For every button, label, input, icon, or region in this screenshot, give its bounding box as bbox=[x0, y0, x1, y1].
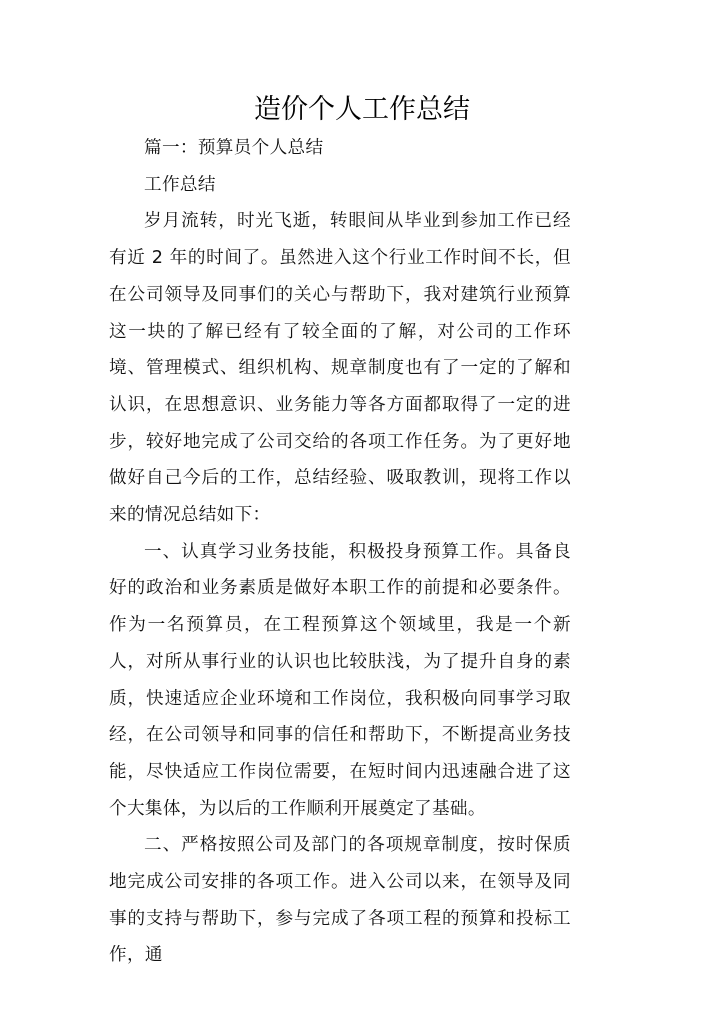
section-heading: 篇一：预算员个人总结 bbox=[144, 138, 324, 158]
subheading: 工作总结 bbox=[144, 174, 216, 195]
paragraph-point-2: 二、严格按照公司及部门的各项规章制度，按时保质地完成公司安排的各项工作。进入公司以来，在领导及同事的支持与帮助下，参与完成了各项工程的预算和投标工作，通 bbox=[109, 835, 571, 966]
paragraph-intro: 岁月流转，时光飞逝，转眼间从毕业到参加工作已经有近 2 年的时间了。虽然进入这个行业工作时间不长，但在公司领导及同事们的关心与帮助下，我对建筑行业预算这一块的了解已经有了较全面的了解，对公司的工作环境、管理模式、组织机构、规章制度也有了一定的了解和认识，在思想意识、业务能力等各方面都取得了一定的进步，较好地完成了公司交给的各项工作任务。为了更好地做好自己今后的工作，总结经验、吸取教训，现将工作以来的情况总结如下： bbox=[109, 211, 571, 526]
document-title: 造价个人工作总结 bbox=[254, 94, 470, 125]
paragraph-point-1: 一、认真学习业务技能，积极投身预算工作。具备良好的政治和业务素质是做好本职工作的前提和必要条件。作为一名预算员，在工程预算这个领域里，我是一个新人，对所从事行业的认识也比较肤浅，为了提升自身的素质，快速适应企业环境和工作岗位，我积极向同事学习取经，在公司领导和同事的信任和帮助下，不断提高业务技能，尽快适应工作岗位需要，在短时间内迅速融合进了这个大集体，为以后的工作顺利开展奠定了基础。 bbox=[109, 541, 571, 819]
document-body bbox=[109, 130, 571, 974]
